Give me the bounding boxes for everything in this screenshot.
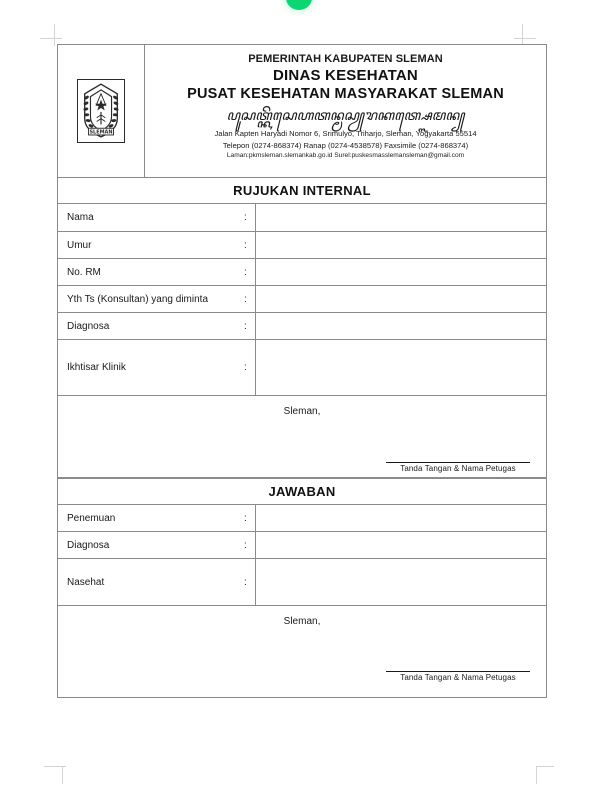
field-value-umur[interactable] (256, 232, 546, 258)
field-label-diagnosa: Diagnosa (67, 320, 110, 332)
field-row-umur (58, 232, 546, 259)
field-row-penemuan (58, 505, 546, 532)
field-row-nasehat (58, 559, 546, 606)
signature-caption-rujukan: Tanda Tangan & Nama Petugas (400, 464, 516, 473)
section-title-jawaban: JAWABAN (58, 478, 546, 505)
phone-line: Telepon (0274-868374) Ranap (0274-4538578) Faxsimile (0274-868374) (222, 140, 469, 150)
field-value-nasehat[interactable] (256, 559, 546, 605)
field-value-ikhtisar-klinik[interactable] (256, 340, 546, 395)
referral-form-sheet (57, 44, 547, 698)
letterhead (58, 45, 546, 178)
field-label-diagnosa-jawaban: Diagnosa (67, 539, 110, 551)
field-row-ikhtisar-klinik (58, 340, 546, 396)
field-row-konsultan (58, 286, 546, 313)
government-name: PEMERINTAH KABUPATEN SLEMAN (248, 53, 443, 65)
field-colon-penemuan: : (244, 505, 256, 531)
field-colon-umur: : (244, 232, 256, 258)
javanese-script-name: ꦥꦸꦱꦠ꧀ꦏꦼꦱꦺꦲꦠꦤ꧀ꦩꦱꦾꦫꦏꦠ꧀ꦱ꧀ꦭꦺꦩꦤ꧀ (226, 108, 465, 124)
crop-mark-top-right (514, 24, 536, 46)
signature-block-rujukan (58, 396, 546, 478)
letterhead-text (145, 45, 546, 177)
field-value-penemuan[interactable] (256, 505, 546, 531)
field-row-diagnosa (58, 313, 546, 340)
address-line: Jalan Kapten Haryadi Nomor 6, Srimulyo, Triharjo, Sleman, Yogyakarta 55514 (214, 129, 477, 138)
department-name: DINAS KESEHATAN (273, 67, 418, 84)
field-label-nama: Nama (67, 212, 94, 223)
field-value-diagnosa[interactable] (256, 313, 546, 339)
field-label-ikhtisar-klinik: Ikhtisar Klinik (67, 362, 126, 373)
field-row-no-rm (58, 259, 546, 286)
crop-mark-bottom-right (532, 762, 554, 784)
section-title-rujukan: RUJUKAN INTERNAL (58, 178, 546, 204)
facility-name: PUSAT KESEHATAN MASYARAKAT SLEMAN (187, 86, 504, 102)
logo-cell (58, 45, 145, 177)
field-row-diagnosa-jawaban (58, 532, 546, 559)
field-colon-diagnosa-jawaban: : (244, 532, 256, 558)
field-colon-ikhtisar-klinik: : (244, 340, 256, 395)
crop-mark-bottom-left (44, 762, 66, 784)
field-colon-nama: : (244, 204, 256, 231)
field-colon-no-rm: : (244, 259, 256, 285)
field-row-nama (58, 204, 546, 232)
crop-mark-top-left (40, 24, 62, 46)
field-colon-konsultan: : (244, 286, 256, 312)
field-label-no-rm: No. RM (67, 266, 101, 278)
signature-caption-jawaban: Tanda Tangan & Nama Petugas (400, 673, 516, 682)
signature-place-rujukan: Sleman, (283, 406, 321, 417)
field-value-konsultan[interactable] (256, 286, 546, 312)
field-label-penemuan: Penemuan (67, 512, 116, 524)
sleman-coat-of-arms-icon (77, 79, 125, 143)
field-value-nama[interactable] (256, 204, 546, 231)
field-value-diagnosa-jawaban[interactable] (256, 532, 546, 558)
signature-area-jawaban[interactable] (386, 671, 530, 682)
web-email-line: Laman:pkmsleman.slemankab.go.id Surel:puskesmasslemansleman@gmail.com (226, 152, 465, 160)
field-value-no-rm[interactable] (256, 259, 546, 285)
field-colon-nasehat: : (244, 559, 256, 605)
signature-rule-jawaban (386, 671, 530, 672)
field-label-nasehat: Nasehat (67, 576, 105, 588)
signature-block-jawaban (58, 606, 546, 686)
signature-rule-rujukan (386, 462, 530, 463)
field-colon-diagnosa: : (244, 313, 256, 339)
field-label-konsultan: Yth Ts (Konsultan) yang diminta (67, 293, 209, 305)
signature-place-jawaban: Sleman, (283, 616, 321, 627)
signature-area-rujukan[interactable] (386, 462, 530, 473)
field-label-umur: Umur (67, 239, 92, 251)
svg-text:SLEMAN: SLEMAN (89, 129, 113, 136)
